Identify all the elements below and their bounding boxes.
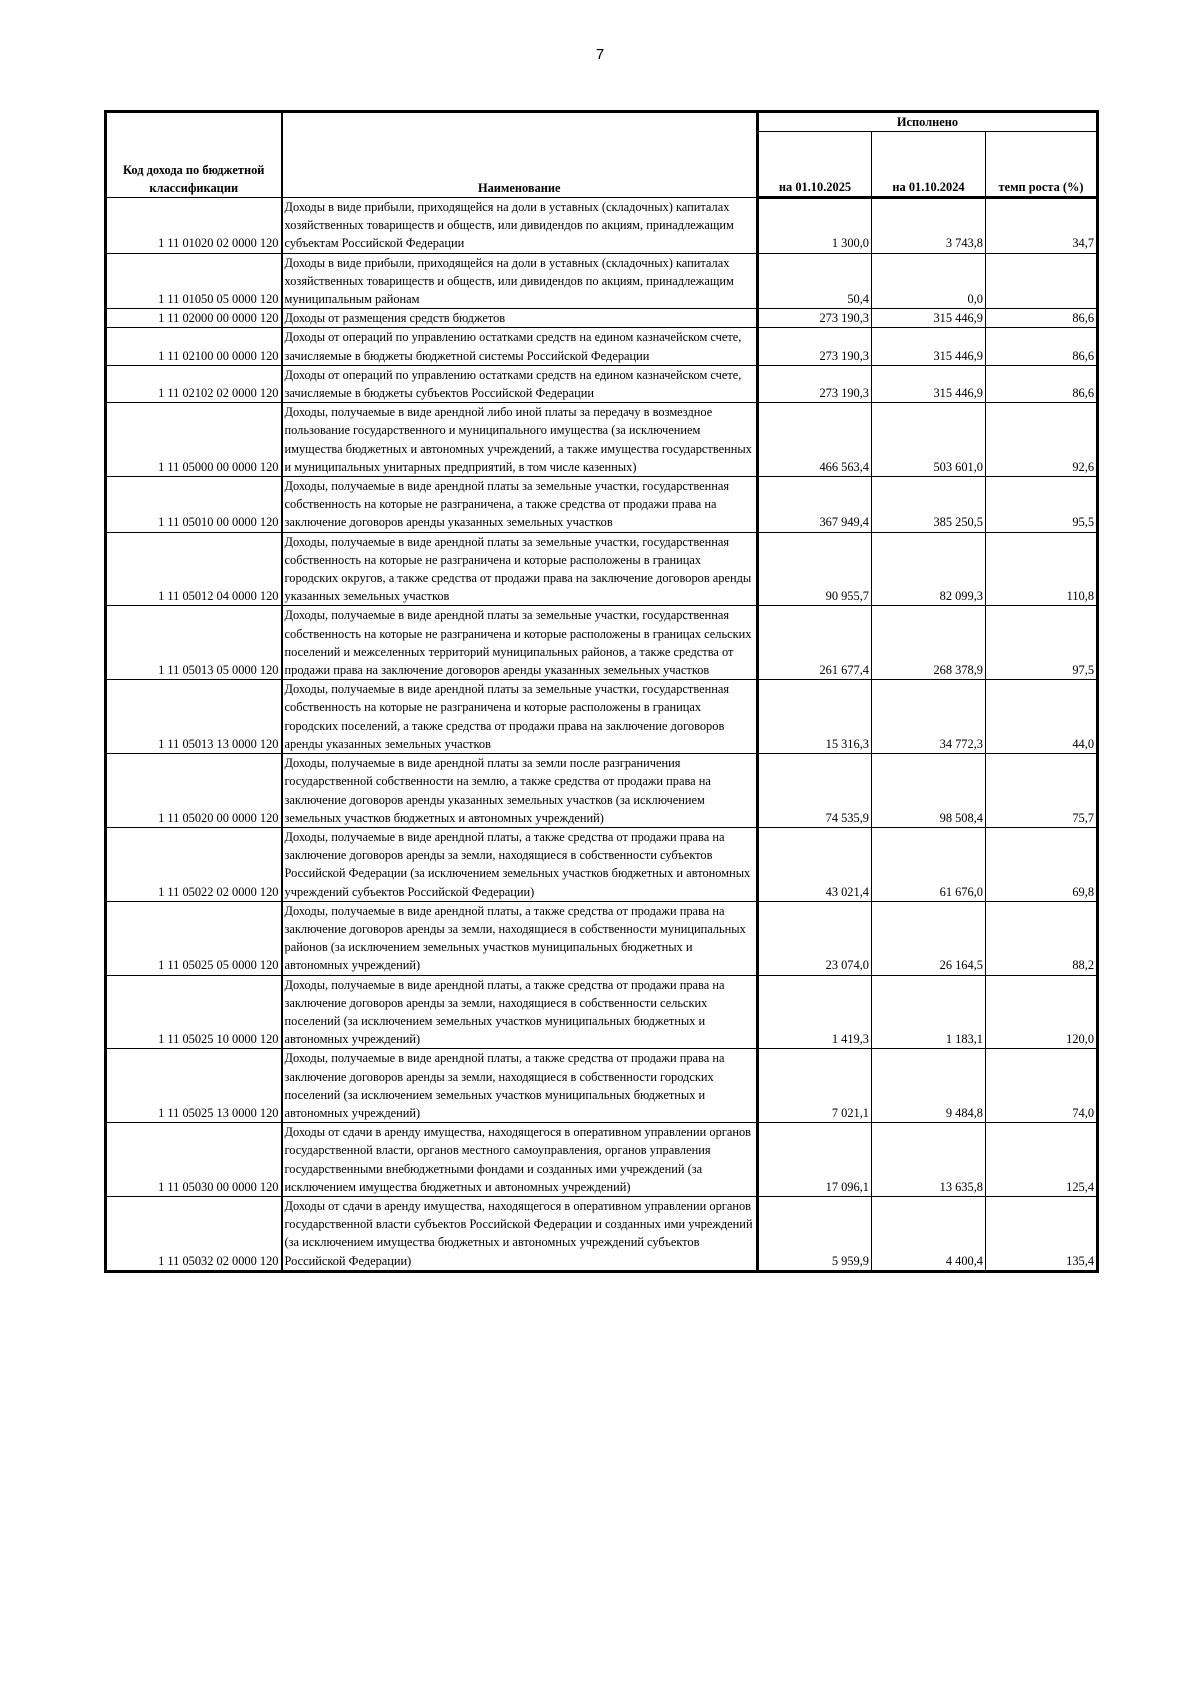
row-growth-rate: 110,8 [986, 532, 1098, 606]
row-value-2024: 268 378,9 [872, 606, 986, 680]
row-growth-rate: 88,2 [986, 901, 1098, 975]
row-code: 1 11 05030 00 0000 120 [106, 1123, 282, 1197]
table-row [106, 680, 1098, 754]
table-row [106, 309, 1098, 328]
row-growth-rate: 86,6 [986, 328, 1098, 365]
table-body [106, 198, 1098, 1272]
header-2024: на 01.10.2024 [872, 132, 986, 198]
row-code: 1 11 05012 04 0000 120 [106, 532, 282, 606]
row-growth-rate: 44,0 [986, 680, 1098, 754]
row-growth-rate: 95,5 [986, 477, 1098, 533]
row-name: Доходы, получаемые в виде арендной платы, а также средства от продажи права на заключение договоров аренды за земли, находящиеся в собственности городских поселений (за исключением земельных участков муниципальных бюджетных и автономных учреждений) [282, 1049, 758, 1123]
table-row [106, 328, 1098, 365]
row-name: Доходы от сдачи в аренду имущества, находящегося в оперативном управлении органов государственной власти субъектов Российской Федерации и созданных ими учреждений (за исключением имущества бюджетных и автономных учреждений субъектов Российской Федерации) [282, 1196, 758, 1271]
row-name: Доходы от операций по управлению остатками средств на едином казначейском счете, зачисляемые в бюджеты субъектов Российской Федерации [282, 365, 758, 402]
row-value-2024: 385 250,5 [872, 477, 986, 533]
table-row [106, 975, 1098, 1049]
row-growth-rate: 97,5 [986, 606, 1098, 680]
row-code: 1 11 02000 00 0000 120 [106, 309, 282, 328]
row-value-2025: 90 955,7 [758, 532, 872, 606]
row-value-2024: 315 446,9 [872, 365, 986, 402]
table-row [106, 365, 1098, 402]
row-name: Доходы в виде прибыли, приходящейся на доли в уставных (складочных) капиталах хозяйственных товариществ и обществ, или дивидендов по акциям, принадлежащим субъектам Российской Федерации [282, 198, 758, 254]
row-value-2025: 74 535,9 [758, 754, 872, 828]
row-value-2024: 34 772,3 [872, 680, 986, 754]
row-name: Доходы, получаемые в виде арендной платы за земельные участки, государственная собственность на которые не разграничена, а также средства от продажи права на заключение договоров аренды указанных земельных участков [282, 477, 758, 533]
row-value-2025: 7 021,1 [758, 1049, 872, 1123]
table-row [106, 901, 1098, 975]
row-value-2024: 0,0 [872, 253, 986, 309]
row-value-2024: 315 446,9 [872, 309, 986, 328]
row-code: 1 11 05013 13 0000 120 [106, 680, 282, 754]
row-growth-rate [986, 253, 1098, 309]
row-name: Доходы от размещения средств бюджетов [282, 309, 758, 328]
table-row [106, 754, 1098, 828]
row-name: Доходы, получаемые в виде арендной платы за земли после разграничения государственной собственности на землю, а также средства от продажи права на заключение договоров аренды указанных земельных участков (за исключением земельных участков бюджетных и автономных учреждений) [282, 754, 758, 828]
row-value-2024: 1 183,1 [872, 975, 986, 1049]
row-code: 1 11 05013 05 0000 120 [106, 606, 282, 680]
row-code: 1 11 02102 02 0000 120 [106, 365, 282, 402]
header-code: Код дохода по бюджетной классификации [106, 112, 282, 198]
row-value-2025: 367 949,4 [758, 477, 872, 533]
row-value-2024: 3 743,8 [872, 198, 986, 254]
row-value-2024: 98 508,4 [872, 754, 986, 828]
header-executed: Исполнено [758, 112, 1098, 132]
row-code: 1 11 05025 05 0000 120 [106, 901, 282, 975]
row-code: 1 11 05032 02 0000 120 [106, 1196, 282, 1271]
row-growth-rate: 86,6 [986, 365, 1098, 402]
row-value-2024: 315 446,9 [872, 328, 986, 365]
row-value-2025: 1 300,0 [758, 198, 872, 254]
row-value-2024: 13 635,8 [872, 1123, 986, 1197]
table-row [106, 1196, 1098, 1271]
row-name: Доходы, получаемые в виде арендной платы за земельные участки, государственная собственность на которые не разграничена и которые расположены в границах сельских поселений и межселенных территорий муниципальных районов, а также средства от продажи права на заключение договоров аренды указанных земельных участков [282, 606, 758, 680]
row-name: Доходы, получаемые в виде арендной платы за земельные участки, государственная собственность на которые не разграничена и которые расположены в границах городских округов, а также средства от продажи права на заключение договоров аренды указанных земельных участков [282, 532, 758, 606]
row-value-2024: 9 484,8 [872, 1049, 986, 1123]
page-number: 7 [595, 46, 605, 63]
row-code: 1 11 05025 10 0000 120 [106, 975, 282, 1049]
row-name: Доходы от сдачи в аренду имущества, находящегося в оперативном управлении органов государственной власти, органов местного самоуправления, органов управления государственными внебюджетными фондами и созданных ими учреждений (за исключением имущества бюджетных и автономных учреждений) [282, 1123, 758, 1197]
row-code: 1 11 02100 00 0000 120 [106, 328, 282, 365]
row-growth-rate: 69,8 [986, 827, 1098, 901]
row-code: 1 11 01050 05 0000 120 [106, 253, 282, 309]
row-value-2024: 61 676,0 [872, 827, 986, 901]
row-name: Доходы в виде прибыли, приходящейся на доли в уставных (складочных) капиталах хозяйственных товариществ и обществ, или дивидендов по акциям, принадлежащим муниципальным районам [282, 253, 758, 309]
row-value-2025: 17 096,1 [758, 1123, 872, 1197]
row-code: 1 11 05020 00 0000 120 [106, 754, 282, 828]
row-growth-rate: 75,7 [986, 754, 1098, 828]
row-code: 1 11 05010 00 0000 120 [106, 477, 282, 533]
row-value-2025: 273 190,3 [758, 328, 872, 365]
row-value-2024: 4 400,4 [872, 1196, 986, 1271]
row-code: 1 11 05000 00 0000 120 [106, 403, 282, 477]
row-value-2025: 1 419,3 [758, 975, 872, 1049]
row-growth-rate: 74,0 [986, 1049, 1098, 1123]
row-name: Доходы, получаемые в виде арендной платы, а также средства от продажи права на заключение договоров аренды за земли, находящиеся в собственности сельских поселений (за исключением земельных участков муниципальных бюджетных и автономных учреждений) [282, 975, 758, 1049]
row-value-2025: 43 021,4 [758, 827, 872, 901]
row-name: Доходы, получаемые в виде арендной платы, а также средства от продажи права на заключение договоров аренды за земли, находящиеся в собственности муниципальных районов (за исключением земельных участков муниципальных бюджетных и автономных учреждений) [282, 901, 758, 975]
row-growth-rate: 135,4 [986, 1196, 1098, 1271]
table-row [106, 253, 1098, 309]
row-code: 1 11 01020 02 0000 120 [106, 198, 282, 254]
header-name: Наименование [282, 112, 758, 198]
row-code: 1 11 05022 02 0000 120 [106, 827, 282, 901]
table-row [106, 477, 1098, 533]
row-name: Доходы, получаемые в виде арендной платы, а также средства от продажи права на заключение договоров аренды за земли, находящиеся в собственности субъектов Российской Федерации (за исключением земельных участков бюджетных и автономных учреждений субъектов Российской Федерации) [282, 827, 758, 901]
row-value-2025: 23 074,0 [758, 901, 872, 975]
row-value-2025: 261 677,4 [758, 606, 872, 680]
row-name: Доходы от операций по управлению остатками средств на едином казначейском счете, зачисляемые в бюджеты бюджетной системы Российской Федерации [282, 328, 758, 365]
row-growth-rate: 92,6 [986, 403, 1098, 477]
row-name: Доходы, получаемые в виде арендной платы за земельные участки, государственная собственность на которые не разграничена и которые расположены в границах городских поселений, а также средства от продажи права на заключение договоров аренды указанных земельных участков [282, 680, 758, 754]
row-value-2025: 50,4 [758, 253, 872, 309]
row-value-2025: 15 316,3 [758, 680, 872, 754]
revenue-table [104, 110, 1099, 1273]
row-growth-rate: 34,7 [986, 198, 1098, 254]
table-row [106, 198, 1098, 254]
table-row [106, 606, 1098, 680]
table-header [106, 112, 1098, 198]
row-value-2025: 466 563,4 [758, 403, 872, 477]
row-value-2025: 273 190,3 [758, 365, 872, 402]
row-value-2024: 82 099,3 [872, 532, 986, 606]
table-row [106, 827, 1098, 901]
header-rate: темп роста (%) [986, 132, 1098, 198]
row-growth-rate: 120,0 [986, 975, 1098, 1049]
table-row [106, 1049, 1098, 1123]
table-row [106, 403, 1098, 477]
row-name: Доходы, получаемые в виде арендной либо иной платы за передачу в возмездное пользование государственного и муниципального имущества (за исключением имущества бюджетных и автономных учреждений, а также имущества государственных и муниципальных унитарных предприятий, в том числе казенных) [282, 403, 758, 477]
row-growth-rate: 86,6 [986, 309, 1098, 328]
table-row [106, 532, 1098, 606]
table-row [106, 1123, 1098, 1197]
row-value-2024: 503 601,0 [872, 403, 986, 477]
row-growth-rate: 125,4 [986, 1123, 1098, 1197]
row-value-2025: 5 959,9 [758, 1196, 872, 1271]
row-value-2024: 26 164,5 [872, 901, 986, 975]
header-2025: на 01.10.2025 [758, 132, 872, 198]
row-code: 1 11 05025 13 0000 120 [106, 1049, 282, 1123]
row-value-2025: 273 190,3 [758, 309, 872, 328]
